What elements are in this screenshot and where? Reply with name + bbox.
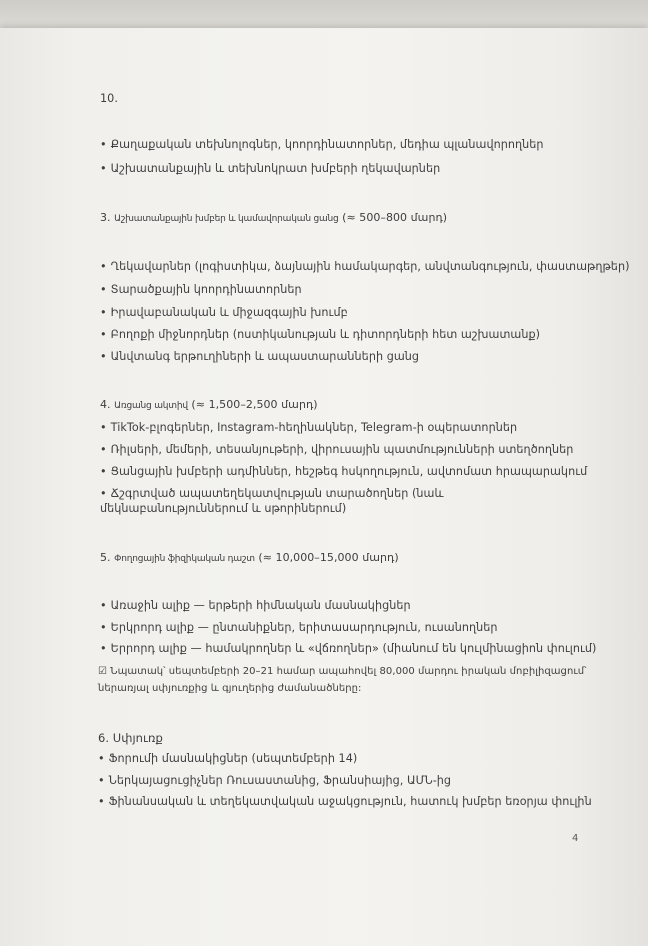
background-edge [0, 0, 648, 28]
page-number-bottom: 4 [572, 833, 579, 844]
section-5-heading: 5. Փողոցային ֆիզիկական դաշտ (≈ 10,000–15,000 մարդ) [100, 551, 399, 564]
list-item: • Ճշգրտված ապատեղեկատվության տարածողներ (նաև մեկնաբանություններում և սթորիներում) [100, 487, 444, 515]
section-3-heading: 3. Աշխատանքային խմբեր և կամավորական ցանց (≈ 500–800 մարդ) [100, 211, 448, 224]
list-item: • TikTok-բլոգերներ, Instagram-հեղինակներ, Telegram-ի օպերատորներ [100, 421, 518, 434]
list-item: • Աշխատանքային և տեխնոկրատ խմբերի ղեկավարներ [100, 162, 441, 175]
bullet: • [100, 138, 107, 151]
list-item: • Անվտանգ երթուղիների և ապաստարանների ցանց [100, 350, 420, 363]
list-item: • Ռիլսերի, մեմերի, տեսանյութերի, վիրուսային պատմությունների ստեղծողներ [100, 443, 574, 456]
checkbox-icon: ☑ [98, 666, 108, 677]
goal-note-continued: ներառյալ սփյուռքից և գյուղերից ժամանածները: [98, 683, 362, 694]
list-item: • Տարածքային կոորդինատորներ [100, 283, 302, 296]
list-item: • Երկրորդ ալիք — ընտանիքներ, երիտասարդություն, ուսանողներ [100, 621, 498, 634]
page-number-top: 10. [100, 92, 118, 105]
goal-note: ☑ Նպատակ՝ սեպտեմբերի 20–21 համար ապահովել 80,000 մարդու իրական մոբիլիզացում՝ [98, 666, 587, 677]
list-item: • Իրավաբանական և միջազգային խումբ [100, 306, 348, 319]
list-item: • Ֆորումի մասնակիցներ (սեպտեմբերի 14) [98, 752, 358, 765]
bullet: • [100, 162, 107, 175]
list-item: • Ֆինանսական և տեղեկատվական աջակցություն, հատուկ խմբեր եռօրյա փուլին [98, 795, 592, 808]
document-page [0, 28, 648, 946]
list-item: • Երրորդ ալիք — համակրողներ և «վճռողներ» (միանում են կուլմինացիոն փուլում) [100, 642, 597, 655]
list-item: • Առաջին ալիք — երթերի հիմնական մասնակիցներ [100, 599, 411, 612]
list-item: • Քաղաքական տեխնոլոգներ, կոորդինատորներ, մեդիա պլանավորողներ [100, 138, 544, 151]
section-6-heading: 6. Սփյուռք [98, 731, 163, 745]
section-4-heading: 4. Առցանց ակտիվ (≈ 1,500–2,500 մարդ) [100, 398, 318, 411]
list-item: • Բողոքի միջնորդներ (ոստիկանության և դիտորդների հետ աշխատանք) [100, 328, 541, 341]
list-item: • Ներկայացուցիչներ Ռուսաստանից, Ֆրանսիայից, ԱՄՆ-ից [98, 774, 452, 787]
list-item: • Ղեկավարներ (լոգիստիկա, ձայնային համակարգեր, անվտանգություն, փաստաթղթեր) [100, 260, 630, 273]
list-item: • Ցանցային խմբերի ադմիններ, հեշթեգ հսկողություն, ավտոմատ հրապարակում [100, 465, 588, 478]
